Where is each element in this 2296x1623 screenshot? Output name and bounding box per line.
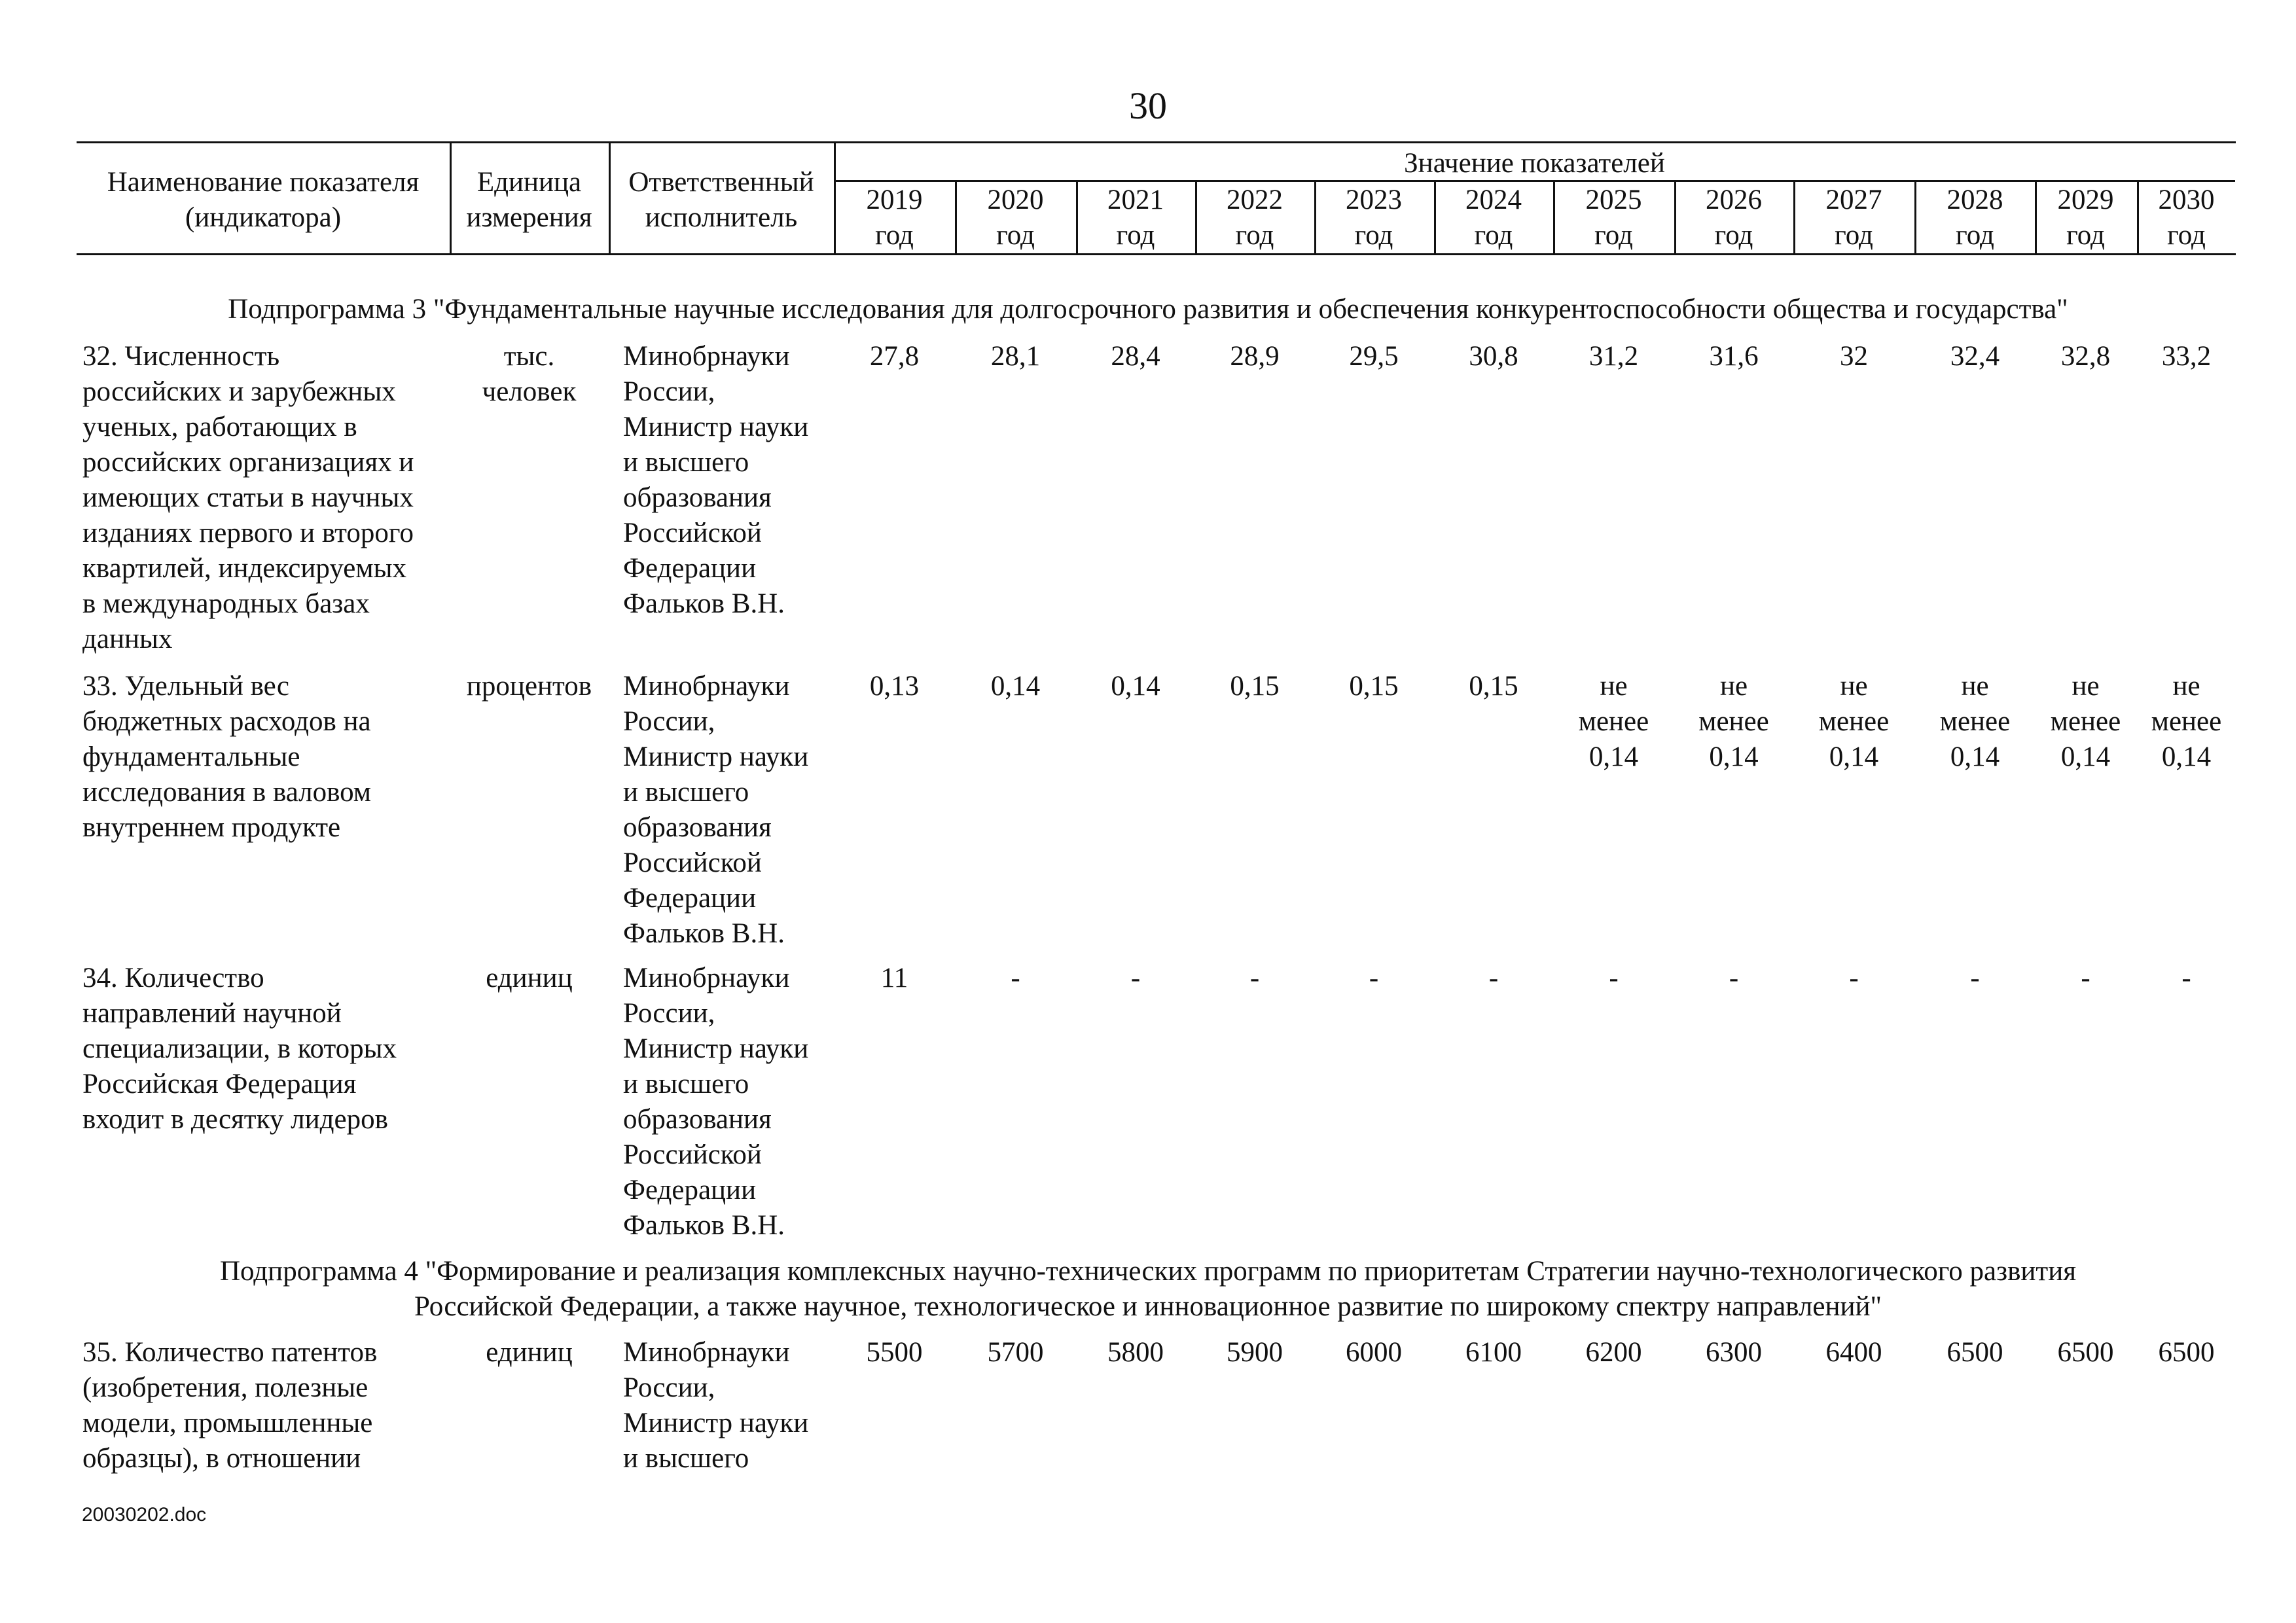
- indicator-value-2027: [1793, 339, 1914, 374]
- header-year: 2029: [2057, 185, 2114, 215]
- indicator-responsible-line: Министр науки: [623, 741, 809, 772]
- indicator-value-2022: [1195, 1335, 1314, 1370]
- indicator-responsible-line: и высшего: [623, 1443, 749, 1474]
- indicator-value-2020-line: 28,1: [990, 341, 1041, 372]
- indicator-responsible-line: Российской: [623, 1139, 762, 1170]
- indicator-responsible-line: Минобрнауки: [623, 1337, 790, 1368]
- indicator-name-line: модели, промышленные: [82, 1408, 373, 1438]
- indicator-value-2022-line: 0,15: [1230, 671, 1280, 702]
- indicator-responsible: [623, 669, 834, 952]
- indicator-value-2029: [2035, 1335, 2136, 1370]
- indicator-value-2022-line: 28,9: [1230, 341, 1280, 372]
- indicator-value-2024: [1434, 1335, 1553, 1370]
- header-indicator-name-line: (индикатора): [185, 202, 342, 233]
- header-indicator-name: [77, 165, 450, 236]
- indicator-responsible-line: Федерации: [623, 553, 757, 584]
- indicator-value-2028: [1914, 961, 2036, 996]
- indicator-responsible: [623, 339, 834, 622]
- indicator-value-2021-line: 28,4: [1111, 341, 1160, 372]
- indicator-value-2019-line: 27,8: [869, 341, 920, 372]
- header-year: 2030: [2158, 185, 2215, 215]
- indicator-value-2026: [1674, 339, 1793, 374]
- indicator-value-2026-line: -: [1729, 963, 1739, 993]
- indicator-value-2028-line: менее: [1939, 706, 2011, 737]
- indicator-value-2027: [1793, 961, 1914, 996]
- indicator-name-line: Российская Федерация: [82, 1069, 357, 1099]
- header-year-suffix: год: [1474, 220, 1513, 251]
- indicator-value-2019: [834, 339, 955, 374]
- indicator-value-2021-line: 5800: [1107, 1337, 1164, 1368]
- indicator-responsible-line: России,: [623, 376, 715, 407]
- indicator-responsible-line: Министр науки: [623, 1408, 809, 1438]
- indicator-value-2021: [1076, 961, 1195, 996]
- indicator-value-2023-line: -: [1369, 963, 1379, 993]
- header-values-title: Значение показателей: [1404, 148, 1665, 179]
- header-year: 2026: [1706, 185, 1762, 215]
- indicator-value-2025-line: менее: [1578, 706, 1649, 737]
- indicator-value-2024: [1434, 339, 1553, 374]
- indicator-value-2023: [1314, 1335, 1433, 1370]
- indicator-name: [82, 669, 442, 846]
- indicator-value-2024-line: -: [1488, 963, 1499, 993]
- indicator-value-2030: [2137, 961, 2236, 996]
- indicator-responsible-line: и высшего: [623, 777, 749, 808]
- indicator-value-2024-line: 6100: [1465, 1337, 1522, 1368]
- indicator-value-2025-line: 6200: [1585, 1337, 1642, 1368]
- indicator-value-2029-line: 0,14: [2060, 741, 2111, 772]
- indicator-value-2029-line: 6500: [2057, 1337, 2114, 1368]
- indicator-value-2022-line: -: [1249, 963, 1260, 993]
- header-year-suffix: год: [996, 220, 1035, 251]
- indicator-value-2030-line: не: [2172, 671, 2200, 702]
- indicator-value-2022: [1195, 339, 1314, 374]
- indicator-value-2026-line: 6300: [1706, 1337, 1762, 1368]
- header-year: 2024: [1465, 185, 1522, 215]
- indicator-value-2023-line: 6000: [1346, 1337, 1402, 1368]
- subprogram-title-line: Подпрограмма 3 "Фундаментальные научные исследования для долгосрочного развития и обеспечения конкурентоспособности общества и государства": [228, 294, 2068, 325]
- header-year-cell: [834, 183, 955, 253]
- header-year-cell: [2137, 183, 2236, 253]
- indicator-unit: [450, 669, 609, 704]
- indicator-value-2026-line: менее: [1698, 706, 1769, 737]
- indicator-responsible-line: Минобрнауки: [623, 341, 790, 372]
- header-year-suffix: год: [1235, 220, 1274, 251]
- indicator-unit-line: процентов: [466, 671, 592, 702]
- indicator-value-2019-line: 11: [880, 963, 908, 993]
- header-unit: [450, 165, 609, 236]
- indicator-value-2029-line: 32,8: [2060, 341, 2111, 372]
- subprogram-title: [79, 292, 2217, 327]
- indicator-name-line: данных: [82, 624, 173, 654]
- indicator-value-2027-line: не: [1840, 671, 1868, 702]
- indicator-name-line: входит в десятку лидеров: [82, 1104, 388, 1135]
- indicator-value-2021: [1076, 339, 1195, 374]
- header-year-cell: [955, 183, 1076, 253]
- indicator-value-2030-line: 6500: [2158, 1337, 2215, 1368]
- header-responsible-line: Ответственный: [628, 167, 814, 198]
- header-year-suffix: год: [1835, 220, 1873, 251]
- footer-filename: 20030202.doc: [82, 1504, 207, 1525]
- header-year-suffix: год: [1714, 220, 1753, 251]
- indicator-value-2023-line: 0,15: [1349, 671, 1399, 702]
- header-year-cell: [1195, 183, 1314, 253]
- indicator-responsible: [623, 961, 834, 1243]
- indicator-name-line: в международных базах: [82, 588, 370, 619]
- indicator-name-line: имеющих статьи в научных: [82, 482, 414, 513]
- indicator-value-2030-line: 33,2: [2161, 341, 2212, 372]
- header-year: 2020: [987, 185, 1044, 215]
- indicator-responsible-line: образования: [623, 812, 772, 843]
- indicator-value-2024: [1434, 669, 1553, 704]
- indicator-responsible-line: и высшего: [623, 447, 749, 478]
- header-year-cell: [2035, 183, 2136, 253]
- indicator-value-2026: [1674, 961, 1793, 996]
- indicator-value-2021: [1076, 669, 1195, 704]
- indicator-value-2027: [1793, 1335, 1914, 1370]
- indicator-value-2029: [2035, 339, 2136, 374]
- indicator-name: [82, 1335, 442, 1476]
- header-year-suffix: год: [2066, 220, 2105, 251]
- header-year: 2019: [866, 185, 923, 215]
- indicator-value-2022: [1195, 669, 1314, 704]
- header-unit-line: Единица: [476, 167, 582, 198]
- indicator-name: [82, 339, 442, 657]
- indicator-name-line: 34. Количество: [82, 963, 264, 993]
- indicator-value-2028-line: не: [1961, 671, 1989, 702]
- indicator-value-2025-line: 31,2: [1588, 341, 1639, 372]
- indicator-name-line: фундаментальные: [82, 741, 300, 772]
- indicator-unit: [450, 961, 609, 996]
- indicator-value-2024-line: 0,15: [1469, 671, 1518, 702]
- indicator-value-2023: [1314, 669, 1433, 704]
- indicator-value-2025: [1553, 1335, 1674, 1370]
- indicator-value-2030-line: 0,14: [2161, 741, 2212, 772]
- header-year-suffix: год: [1956, 220, 1994, 251]
- indicator-value-2027-line: менее: [1818, 706, 1890, 737]
- header-year-suffix: год: [1116, 220, 1155, 251]
- indicator-name-line: квартилей, индексируемых: [82, 553, 406, 584]
- indicator-value-2030: [2137, 1335, 2236, 1370]
- indicator-value-2030-line: -: [2181, 963, 2191, 993]
- indicator-value-2028-line: -: [1970, 963, 1980, 993]
- indicator-responsible-line: Российской: [623, 847, 762, 878]
- indicator-value-2026: [1674, 1335, 1793, 1370]
- indicator-name-line: ученых, работающих в: [82, 412, 357, 442]
- indicator-value-2025: [1553, 339, 1674, 374]
- indicator-responsible-line: России,: [623, 706, 715, 737]
- header-year-cell: [1793, 183, 1914, 253]
- indicator-name-line: направлений научной: [82, 998, 342, 1029]
- indicator-value-2028-line: 32,4: [1950, 341, 2000, 372]
- indicator-value-2020-line: 5700: [987, 1337, 1044, 1368]
- indicator-unit: [450, 339, 609, 410]
- indicator-value-2020-line: 0,14: [990, 671, 1041, 702]
- header-year: 2027: [1825, 185, 1882, 215]
- indicator-value-2020: [955, 669, 1076, 704]
- header-year-suffix: год: [1594, 220, 1633, 251]
- indicator-value-2028: [1914, 339, 2036, 374]
- subprogram-title-line: Подпрограмма 4 "Формирование и реализация комплексных научно-технических программ по приоритетам Стратегии научно-технологического развития: [219, 1256, 2076, 1287]
- indicator-value-2019: [834, 961, 955, 996]
- header-year-cell: [1314, 183, 1433, 253]
- indicator-value-2029: [2035, 961, 2136, 996]
- indicator-responsible-line: Фальков В.Н.: [623, 1210, 785, 1241]
- header-year-suffix: год: [2167, 220, 2206, 251]
- indicator-value-2026: [1674, 669, 1793, 775]
- indicator-value-2029-line: -: [2081, 963, 2090, 993]
- header-year-cell: [1674, 183, 1793, 253]
- header-year: 2021: [1107, 185, 1164, 215]
- header-year-cell: [1553, 183, 1674, 253]
- indicator-value-2025-line: 0,14: [1588, 741, 1639, 772]
- indicator-value-2027-line: -: [1849, 963, 1859, 993]
- indicator-value-2023-line: 29,5: [1349, 341, 1399, 372]
- header-year: 2023: [1346, 185, 1402, 215]
- indicator-value-2028: [1914, 1335, 2036, 1370]
- indicator-name-line: российских организациях и: [82, 447, 414, 478]
- indicator-value-2021-line: 0,14: [1111, 671, 1160, 702]
- subprogram-title: [79, 1254, 2217, 1325]
- header-responsible-line: исполнитель: [645, 202, 798, 233]
- indicator-value-2023: [1314, 339, 1433, 374]
- indicator-value-2025: [1553, 961, 1674, 996]
- indicator-value-2019: [834, 1335, 955, 1370]
- indicator-value-2025-line: не: [1600, 671, 1628, 702]
- indicator-name-line: внутреннем продукте: [82, 812, 341, 843]
- indicator-value-2027: [1793, 669, 1914, 775]
- indicator-value-2028-line: 0,14: [1950, 741, 2000, 772]
- indicator-value-2030: [2137, 339, 2236, 374]
- indicator-responsible-line: Федерации: [623, 1175, 757, 1205]
- indicator-value-2024: [1434, 961, 1553, 996]
- indicator-responsible-line: Российской: [623, 518, 762, 548]
- indicator-value-2020: [955, 339, 1076, 374]
- indicator-value-2019-line: 5500: [866, 1337, 923, 1368]
- indicator-value-2026-line: не: [1719, 671, 1748, 702]
- indicator-value-2030-line: менее: [2151, 706, 2222, 737]
- indicator-value-2027-line: 0,14: [1829, 741, 1879, 772]
- indicator-value-2029-line: не: [2072, 671, 2100, 702]
- indicator-unit-line: человек: [482, 376, 577, 407]
- header-year-suffix: год: [875, 220, 914, 251]
- indicator-value-2029-line: менее: [2050, 706, 2121, 737]
- indicator-responsible-line: и высшего: [623, 1069, 749, 1099]
- indicator-name-line: 33. Удельный вес: [82, 671, 289, 702]
- header-top-rule: [77, 141, 2236, 143]
- indicator-value-2025: [1553, 669, 1674, 775]
- header-year: 2028: [1946, 185, 2003, 215]
- indicator-name-line: специализации, в которых: [82, 1033, 397, 1064]
- header-year-cell: [1076, 183, 1195, 253]
- indicator-responsible-line: Фальков В.Н.: [623, 588, 785, 619]
- header-year-suffix: год: [1354, 220, 1393, 251]
- indicator-responsible-line: Фальков В.Н.: [623, 918, 785, 949]
- indicator-value-2021: [1076, 1335, 1195, 1370]
- indicator-responsible-line: Министр науки: [623, 412, 809, 442]
- indicator-name-line: российских и зарубежных: [82, 376, 396, 407]
- indicator-unit-line: тыс.: [503, 341, 555, 372]
- indicator-value-2022-line: 5900: [1227, 1337, 1283, 1368]
- indicator-value-2029: [2035, 669, 2136, 775]
- page-number: 30: [1129, 84, 1167, 127]
- indicator-value-2028: [1914, 669, 2036, 775]
- header-indicator-name-line: Наименование показателя: [107, 167, 420, 198]
- indicator-name: [82, 961, 442, 1137]
- indicator-name-line: исследования в валовом: [82, 777, 372, 808]
- header-bottom-rule: [77, 253, 2236, 255]
- indicator-responsible-line: Федерации: [623, 883, 757, 914]
- indicator-value-2022: [1195, 961, 1314, 996]
- subprogram-title-line: Российской Федерации, а также научное, технологическое и инновационное развитие по широкому спектру направлений": [414, 1291, 1882, 1322]
- indicator-responsible: [623, 1335, 834, 1476]
- indicator-value-2020: [955, 1335, 1076, 1370]
- indicator-value-2019: [834, 669, 955, 704]
- indicator-responsible-line: образования: [623, 1104, 772, 1135]
- indicator-value-2024-line: 30,8: [1469, 341, 1518, 372]
- indicator-value-2030: [2137, 669, 2236, 775]
- indicator-name-line: 35. Количество патентов: [82, 1337, 378, 1368]
- indicator-name-line: образцы), в отношении: [82, 1443, 361, 1474]
- indicator-name-line: бюджетных расходов на: [82, 706, 371, 737]
- header-unit-line: измерения: [466, 202, 592, 233]
- indicator-value-2028-line: 6500: [1946, 1337, 2003, 1368]
- indicator-value-2027-line: 32: [1840, 341, 1868, 372]
- indicator-value-2025-line: -: [1609, 963, 1619, 993]
- indicator-unit-line: единиц: [486, 1337, 573, 1368]
- indicator-unit: [450, 1335, 609, 1370]
- header-year-cell: [1914, 183, 2036, 253]
- header-year: 2022: [1227, 185, 1283, 215]
- indicator-responsible-line: Министр науки: [623, 1033, 809, 1064]
- indicator-value-2021-line: -: [1130, 963, 1141, 993]
- indicator-responsible-line: Минобрнауки: [623, 671, 790, 702]
- header-responsible: [609, 165, 834, 236]
- indicator-value-2023: [1314, 961, 1433, 996]
- indicator-unit-line: единиц: [486, 963, 573, 993]
- indicator-value-2020-line: -: [1011, 963, 1020, 993]
- indicator-responsible-line: России,: [623, 1372, 715, 1403]
- indicator-name-line: (изобретения, полезные: [82, 1372, 368, 1403]
- indicator-responsible-line: Минобрнауки: [623, 963, 790, 993]
- header-year: 2025: [1585, 185, 1642, 215]
- indicator-name-line: изданиях первого и второго: [82, 518, 414, 548]
- indicator-value-2026-line: 0,14: [1709, 741, 1759, 772]
- indicator-value-2026-line: 31,6: [1709, 341, 1759, 372]
- indicator-responsible-line: образования: [623, 482, 772, 513]
- indicator-value-2027-line: 6400: [1825, 1337, 1882, 1368]
- indicator-value-2020: [955, 961, 1076, 996]
- indicator-responsible-line: России,: [623, 998, 715, 1029]
- indicator-value-2019-line: 0,13: [869, 671, 920, 702]
- indicator-name-line: 32. Численность: [82, 341, 280, 372]
- header-year-cell: [1434, 183, 1553, 253]
